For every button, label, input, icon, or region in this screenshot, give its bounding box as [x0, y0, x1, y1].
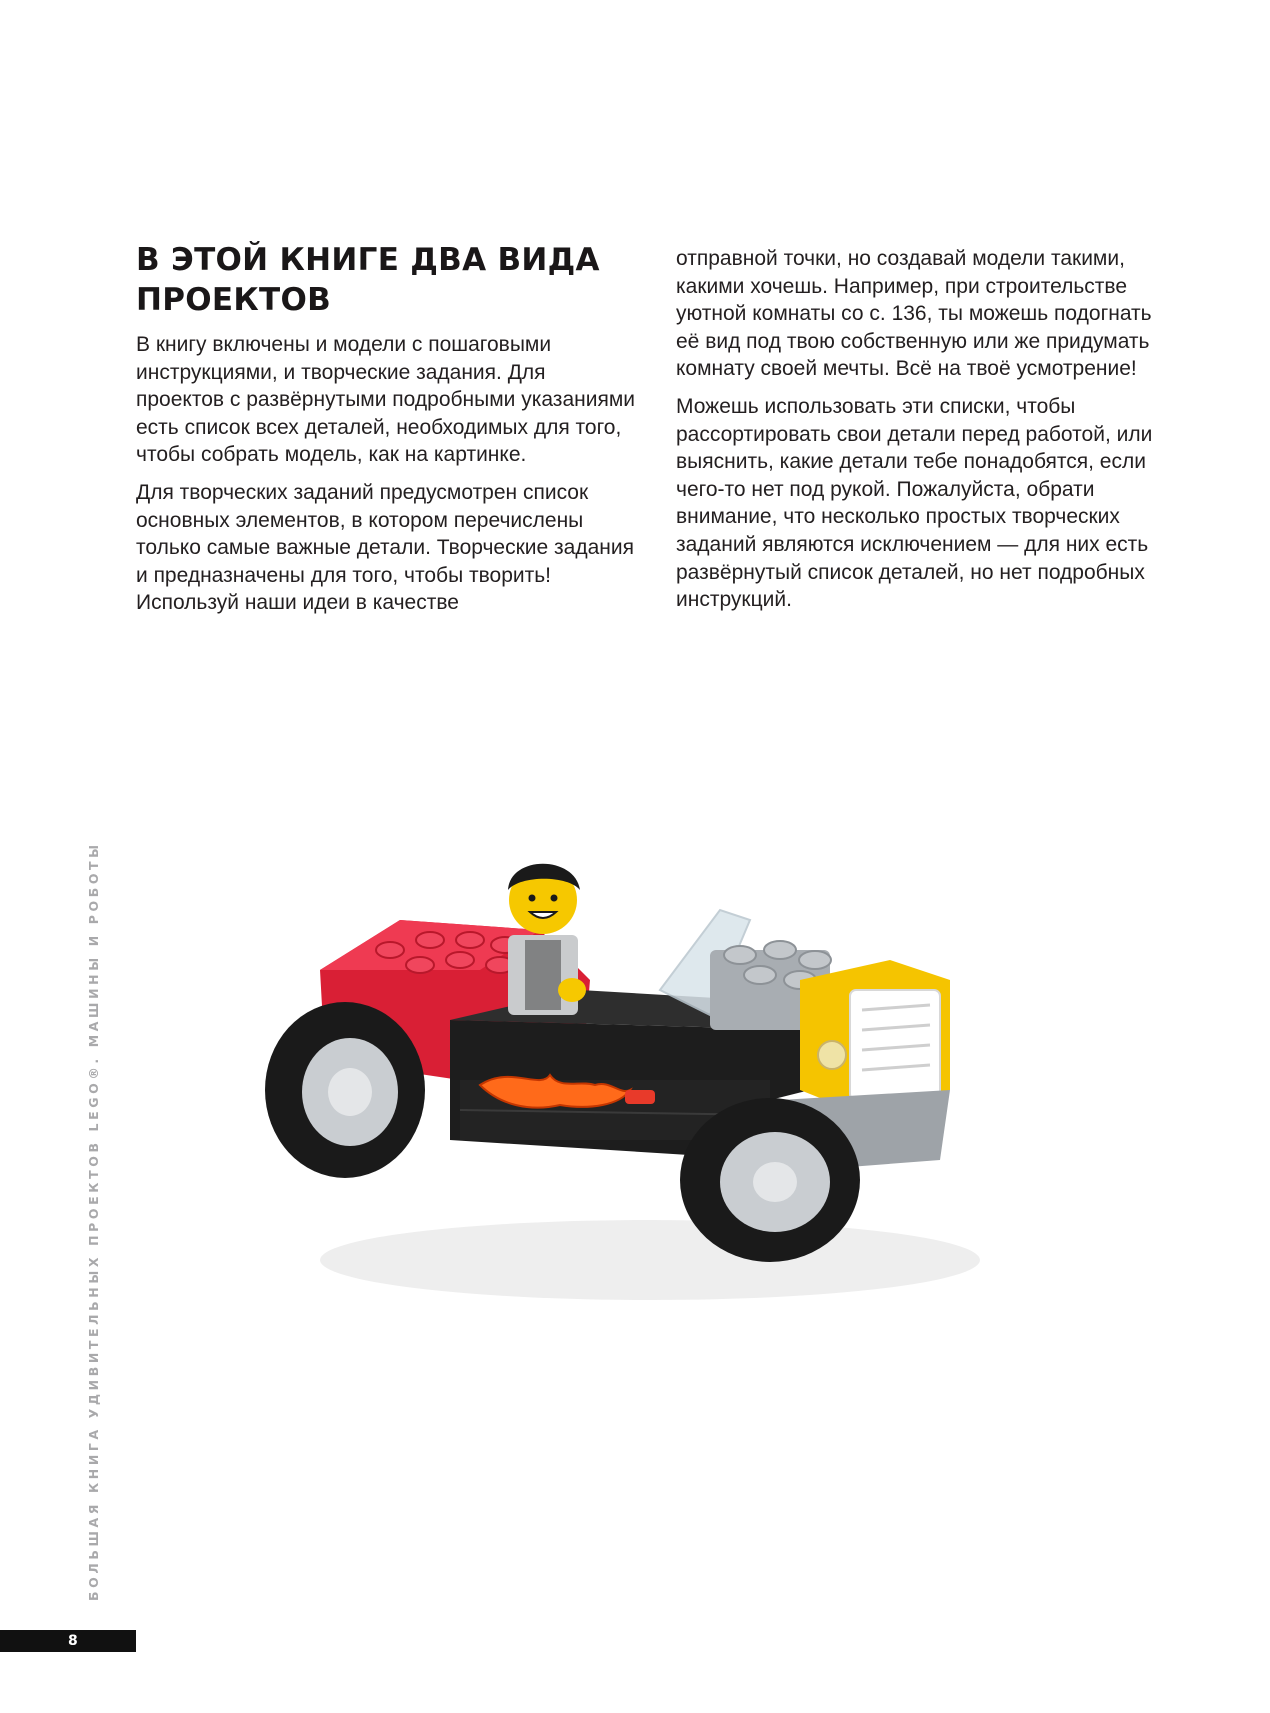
paragraph: Можешь использовать эти списки, чтобы рассортировать свои детали перед работой, или выяснить, какие детали тебе понадобятся, если чего-то нет под рукой. Пожалуйста, обрати внимание, что несколько простых творческих заданий являются исключением — для них есть развёрнутый список деталей, но нет подробных инструкций.	[676, 394, 1153, 612]
running-title: БОЛЬШАЯ КНИГА УДИВИТЕЛЬНЫХ ПРОЕКТОВ LEGO®. МАШИНЫ И РОБОТЫ	[86, 841, 101, 1601]
section-heading: В ЭТОЙ КНИГЕ ДВА ВИДА ПРОЕКТОВ	[136, 242, 600, 318]
lego-minifigure	[508, 864, 586, 1015]
paragraph: Для творческих заданий предусмотрен список основных элементов, в котором перечислены только самые важные детали. Творческие задания и предназначены для того, чтобы творить! Используй наши идеи в качестве	[136, 480, 634, 615]
paragraph: В книгу включены и модели с пошаговыми инструкциями, и творческие задания. Для проектов с развёрнутыми подробными указаниями есть список всех деталей, необходимых для того, чтобы собрать модель, как на картинке.	[136, 333, 635, 467]
exhaust-pipe	[625, 1090, 655, 1104]
page-number: 8	[68, 1633, 78, 1649]
lego-hot-rod-photo	[250, 840, 1030, 1320]
paragraph: отправной точки, но создавай модели такими, какими хочешь. Например, при строительстве уютной комнаты со с. 136, ты можешь подогнать её вид под твою собственную или же придумать комнату своей мечты. Всё на твоё усмотрение!	[676, 247, 1152, 381]
car-shadow	[320, 1220, 980, 1300]
front-wheel	[680, 1098, 860, 1262]
rear-wheel	[265, 1002, 425, 1178]
left-text-column	[136, 331, 636, 627]
right-text-column	[676, 245, 1176, 624]
